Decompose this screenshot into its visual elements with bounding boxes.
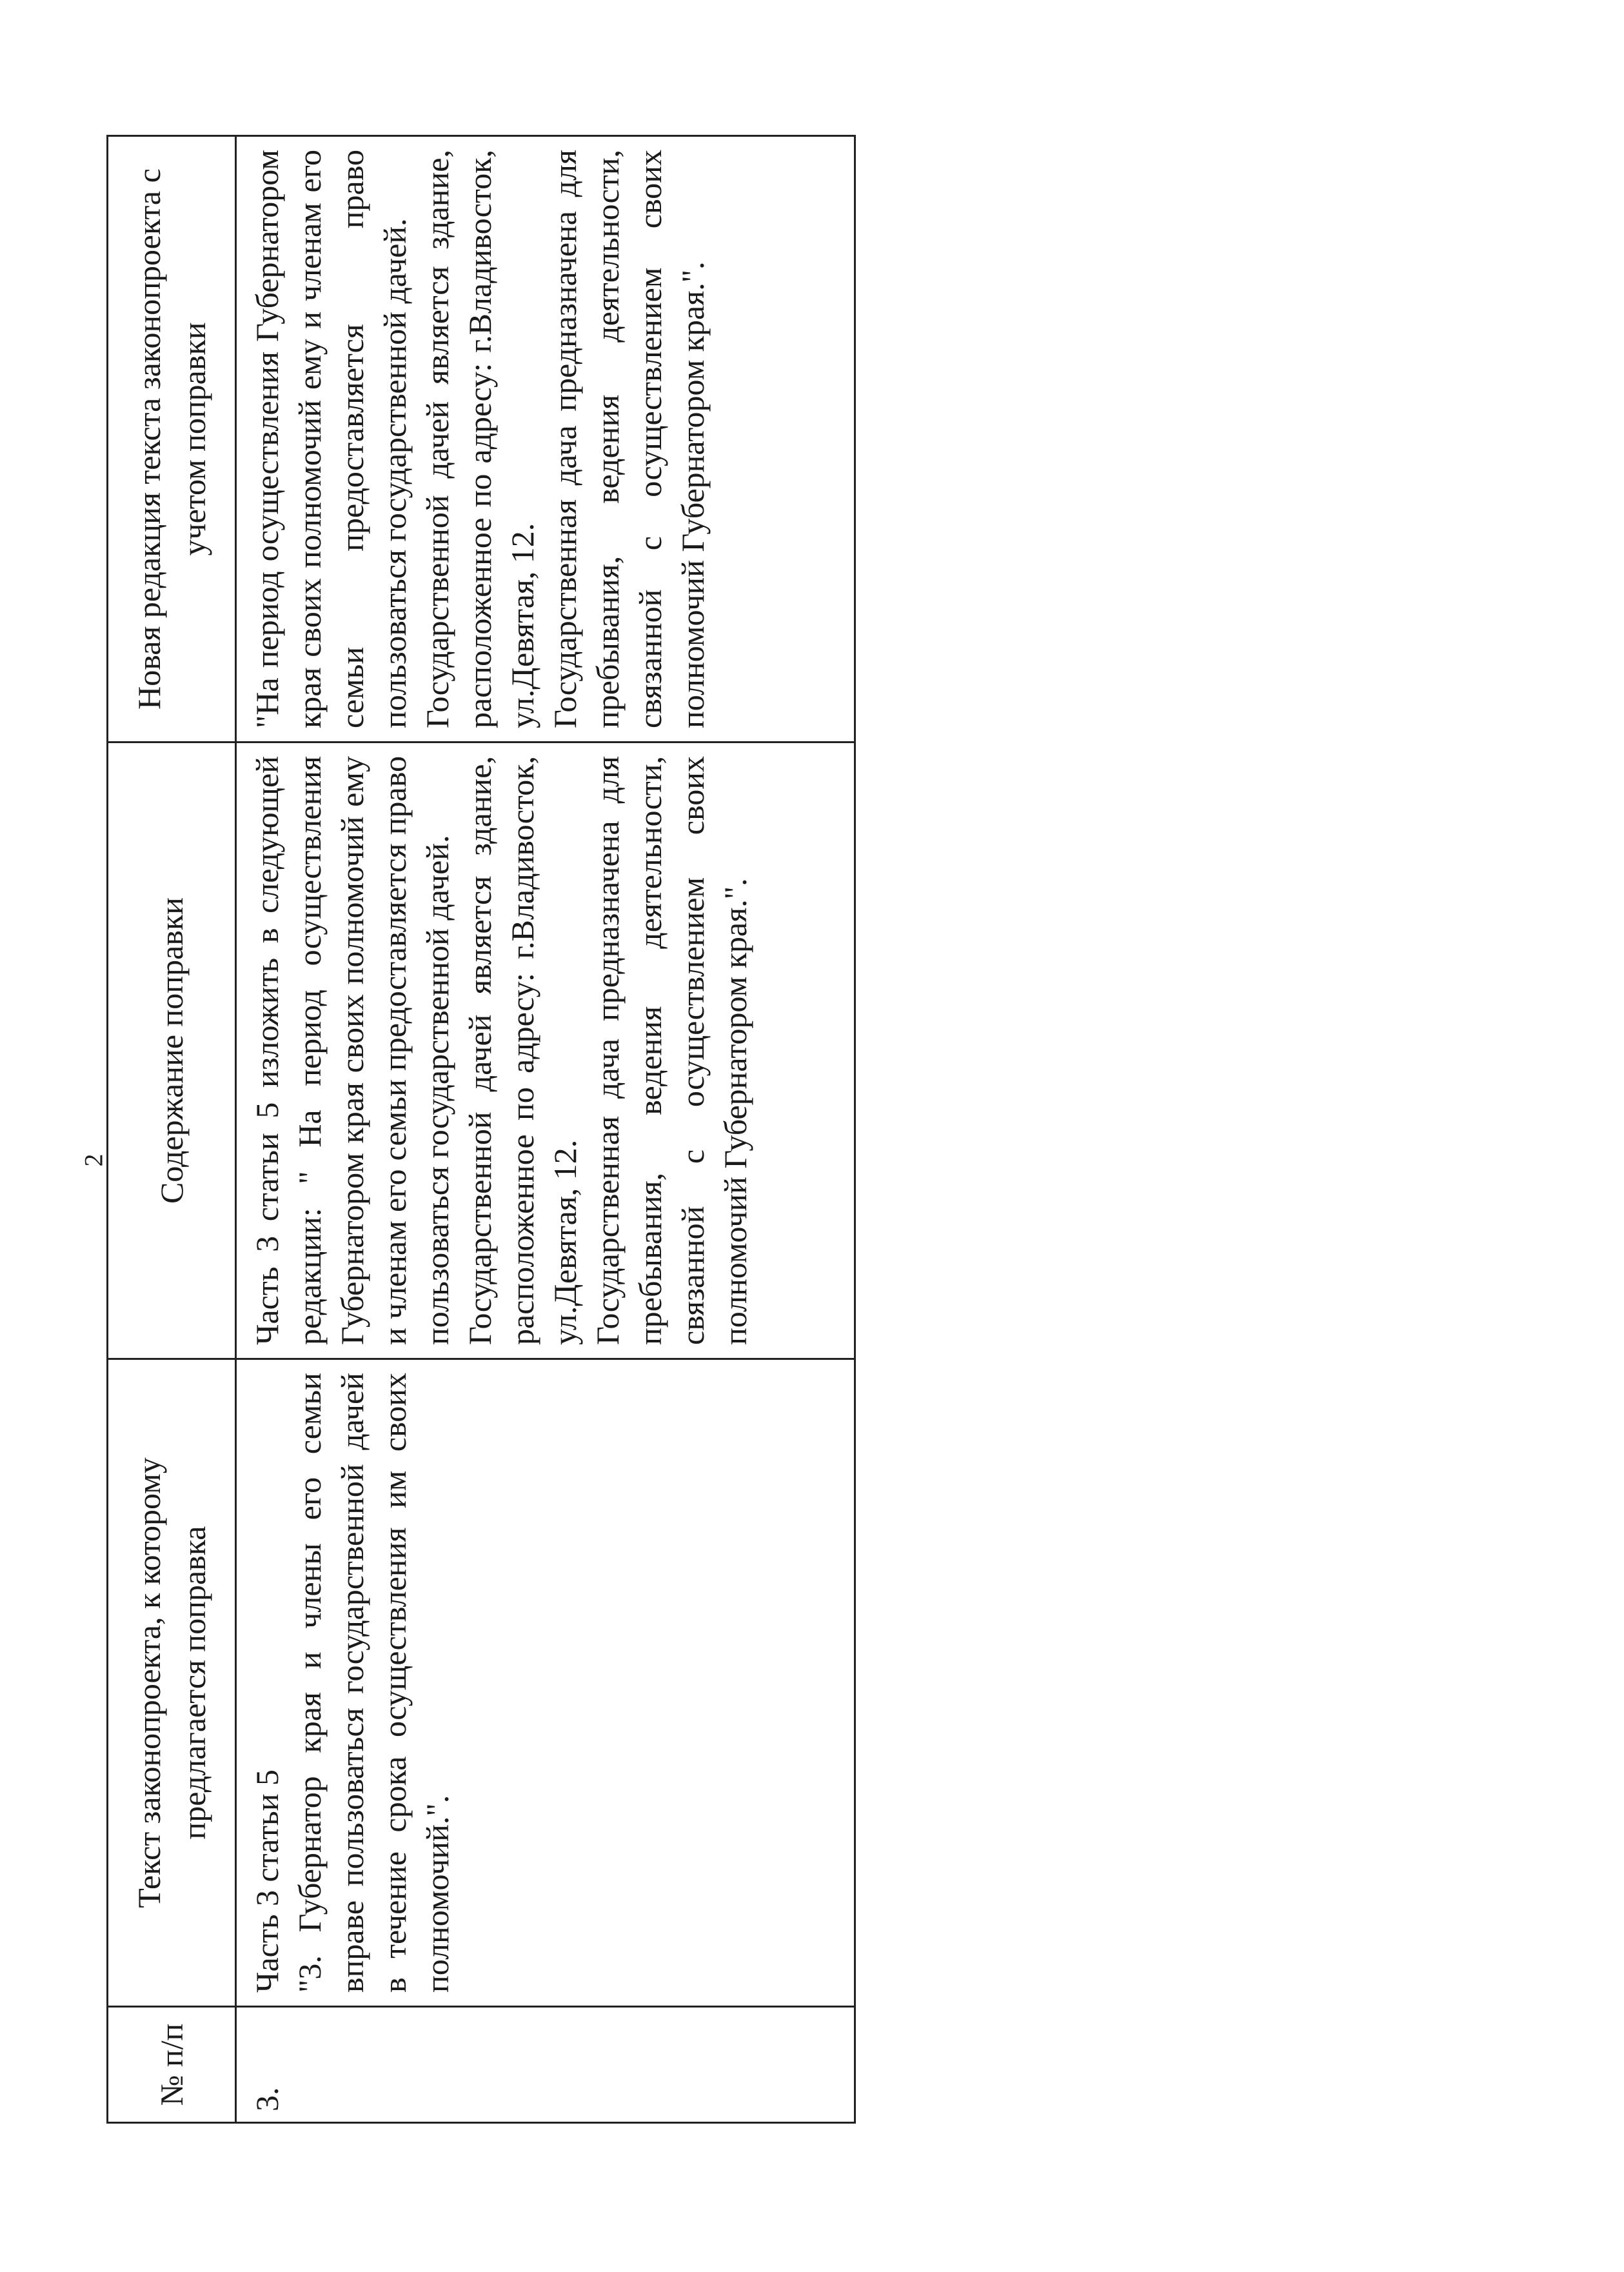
amendments-table — [106, 135, 856, 2124]
header-amendment: Содержание поправки — [108, 742, 236, 1359]
new-text-paragraph-2: Государственной дачей является здание, расположенное по адресу: г.Владивосток, ул.Девятая, 12. — [419, 150, 540, 728]
original-reference: Часть 3 статьи 5 — [249, 1769, 285, 1993]
original-text-cell — [236, 1359, 855, 2007]
new-text-paragraph-1: "На период осуществления Губернатором края своих полномочий ему и членам его семьи предоставляется право пользоваться государственной дачей. — [249, 150, 413, 728]
amendment-paragraph-3: Государственная дача предназначена для пребывания, ведения деятельности, связанной с осуществлением своих полномочий Губернатором края.". — [589, 756, 753, 1345]
document-table-container — [106, 137, 856, 2124]
header-num: № п/п — [108, 2007, 236, 2123]
table-row — [236, 136, 855, 2123]
header-new-text: Новая редакция текста законопроекта с учетом поправки — [108, 136, 236, 742]
page-number: 2 — [79, 1153, 108, 1167]
original-text: "3. Губернатор края и члены его семьи вправе пользоваться государственной дачей в течение срока осуществления им своих полномочий.". — [292, 1373, 455, 1993]
table-header-row — [108, 136, 236, 2123]
amendment-intro: Часть 3 статьи 5 изложить в следующей редакции: " На период осуществления Губернатором края своих полномочий ему и членам его семьи предоставляется право пользоваться государственной дачей. — [249, 756, 455, 1345]
amendment-cell — [236, 742, 855, 1359]
header-original-text: Текст законопроекта, к которому предлагается поправка — [108, 1359, 236, 2007]
amendment-paragraph-2: Государственной дачей является здание, расположенное по адресу: г.Владивосток, ул.Девятая, 12. — [462, 756, 583, 1345]
new-text-paragraph-3: Государственная дача предназначена для пребывания, ведения деятельности, связанной с осуществлением своих полномочий Губернатором края.". — [547, 150, 711, 728]
row-number: 3. — [236, 2007, 855, 2123]
new-text-cell — [236, 136, 855, 742]
